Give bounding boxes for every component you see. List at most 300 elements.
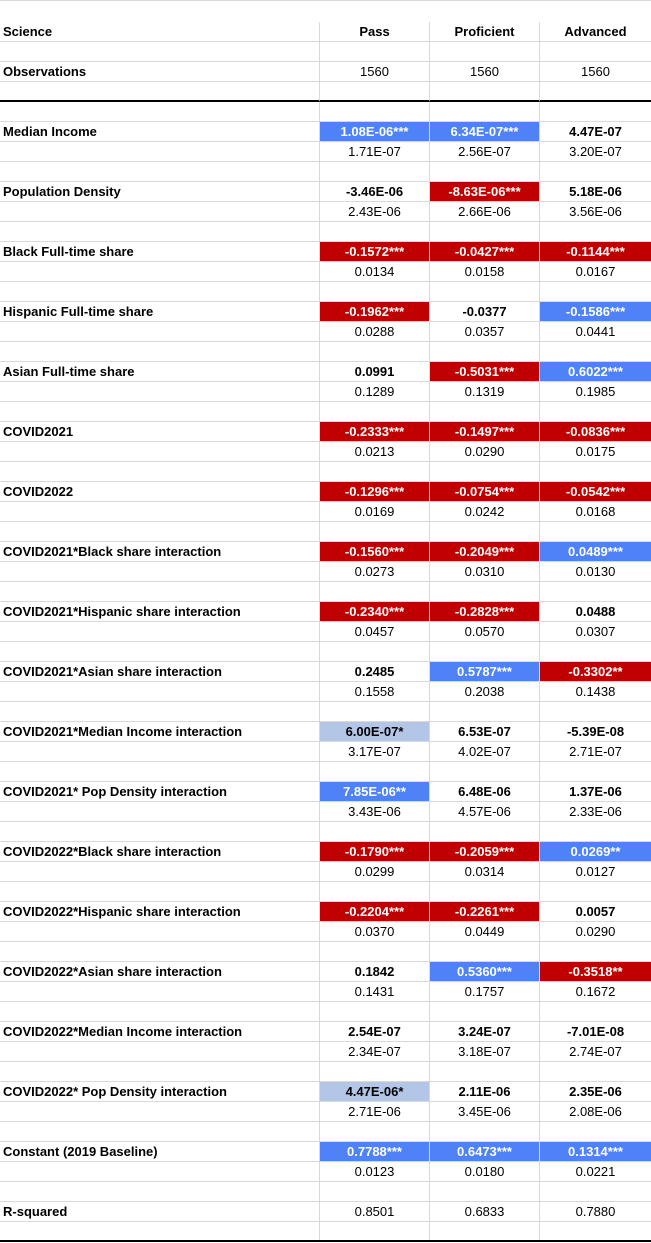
coef-pass[interactable]: 2.54E-07 bbox=[320, 1022, 430, 1042]
empty-cell[interactable] bbox=[0, 942, 320, 962]
se-advanced[interactable]: 0.0307 bbox=[540, 622, 651, 642]
variable-label[interactable]: COVID2022*Black share interaction bbox=[0, 842, 320, 862]
coef-advanced[interactable]: -0.1586*** bbox=[540, 302, 651, 322]
empty-cell[interactable] bbox=[320, 942, 430, 962]
spacer-row bbox=[0, 1222, 651, 1242]
empty-cell[interactable] bbox=[0, 322, 320, 342]
se-advanced[interactable]: 0.1672 bbox=[540, 982, 651, 1002]
empty-cell[interactable] bbox=[0, 802, 320, 822]
empty-cell[interactable] bbox=[0, 342, 320, 362]
coef-pass[interactable]: -0.1962*** bbox=[320, 302, 430, 322]
empty-cell[interactable] bbox=[430, 222, 540, 242]
spacer-row bbox=[0, 1122, 651, 1142]
empty-cell[interactable] bbox=[540, 1122, 651, 1142]
se-proficient[interactable]: 0.0242 bbox=[430, 502, 540, 522]
se-proficient[interactable]: 3.18E-07 bbox=[430, 1042, 540, 1062]
empty-cell[interactable] bbox=[0, 1222, 320, 1242]
empty-cell[interactable] bbox=[320, 342, 430, 362]
empty-cell[interactable] bbox=[0, 702, 320, 722]
spacer-row bbox=[0, 162, 651, 182]
variable-label[interactable]: COVID2021*Hispanic share interaction bbox=[0, 602, 320, 622]
spacer-row bbox=[0, 1062, 651, 1082]
empty-cell[interactable] bbox=[540, 42, 651, 62]
empty-cell[interactable] bbox=[0, 82, 320, 102]
se-row bbox=[0, 802, 651, 822]
empty-cell[interactable] bbox=[0, 1002, 320, 1022]
coef-pass[interactable]: -0.2333*** bbox=[320, 422, 430, 442]
se-proficient[interactable]: 2.66E-06 bbox=[430, 202, 540, 222]
empty-cell[interactable] bbox=[0, 1122, 320, 1142]
coef-advanced[interactable]: -0.3518** bbox=[540, 962, 651, 982]
coef-proficient[interactable]: -0.5031*** bbox=[430, 362, 540, 382]
se-advanced[interactable]: 0.0221 bbox=[540, 1162, 651, 1182]
spacer-row bbox=[0, 762, 651, 782]
coef-advanced[interactable]: 0.0057 bbox=[540, 902, 651, 922]
empty-cell[interactable] bbox=[0, 982, 320, 1002]
empty-cell[interactable] bbox=[0, 1042, 320, 1062]
empty-cell[interactable] bbox=[0, 102, 320, 122]
se-row bbox=[0, 862, 651, 882]
empty-cell[interactable] bbox=[430, 282, 540, 302]
se-advanced[interactable]: 2.33E-06 bbox=[540, 802, 651, 822]
empty-cell[interactable] bbox=[320, 762, 430, 782]
empty-cell[interactable] bbox=[320, 522, 430, 542]
empty-cell[interactable] bbox=[430, 1062, 540, 1082]
empty-cell[interactable] bbox=[320, 82, 430, 102]
variable-label[interactable]: COVID2021*Black share interaction bbox=[0, 542, 320, 562]
empty-cell[interactable] bbox=[540, 402, 651, 422]
empty-cell[interactable] bbox=[430, 462, 540, 482]
se-row bbox=[0, 742, 651, 762]
se-advanced[interactable]: 0.1985 bbox=[540, 382, 651, 402]
variable-label[interactable]: Asian Full-time share bbox=[0, 362, 320, 382]
coef-advanced[interactable]: 0.1314*** bbox=[540, 1142, 651, 1162]
empty-cell[interactable] bbox=[320, 882, 430, 902]
coef-pass[interactable]: -0.2340*** bbox=[320, 602, 430, 622]
observations-pass[interactable]: 1560 bbox=[320, 62, 430, 82]
se-row bbox=[0, 202, 651, 222]
coef-proficient[interactable]: -0.2059*** bbox=[430, 842, 540, 862]
coef-advanced[interactable]: -0.0836*** bbox=[540, 422, 651, 442]
empty-cell[interactable] bbox=[320, 282, 430, 302]
se-proficient[interactable]: 0.1757 bbox=[430, 982, 540, 1002]
bottom-border bbox=[0, 1240, 651, 1242]
empty-cell[interactable] bbox=[0, 522, 320, 542]
coef-row bbox=[0, 782, 651, 802]
empty-cell[interactable] bbox=[0, 582, 320, 602]
coef-pass[interactable]: 0.0991 bbox=[320, 362, 430, 382]
empty-cell[interactable] bbox=[430, 1122, 540, 1142]
col-header-advanced[interactable]: Advanced bbox=[540, 22, 651, 42]
se-advanced[interactable]: 0.0175 bbox=[540, 442, 651, 462]
coef-proficient[interactable]: -0.0754*** bbox=[430, 482, 540, 502]
coef-row bbox=[0, 902, 651, 922]
empty-cell[interactable] bbox=[0, 882, 320, 902]
coef-proficient[interactable]: -0.0427*** bbox=[430, 242, 540, 262]
se-row bbox=[0, 922, 651, 942]
empty-cell[interactable] bbox=[540, 282, 651, 302]
spacer-row bbox=[0, 942, 651, 962]
se-proficient[interactable]: 3.45E-06 bbox=[430, 1102, 540, 1122]
spacer-row bbox=[0, 1182, 651, 1202]
empty-cell[interactable] bbox=[0, 462, 320, 482]
empty-cell[interactable] bbox=[320, 462, 430, 482]
empty-cell[interactable] bbox=[0, 42, 320, 62]
se-advanced[interactable]: 3.56E-06 bbox=[540, 202, 651, 222]
empty-cell[interactable] bbox=[430, 942, 540, 962]
coef-advanced[interactable]: -0.0542*** bbox=[540, 482, 651, 502]
se-row bbox=[0, 442, 651, 462]
empty-cell[interactable] bbox=[430, 702, 540, 722]
empty-cell[interactable] bbox=[540, 882, 651, 902]
spacer-row bbox=[0, 462, 651, 482]
empty-cell[interactable] bbox=[430, 162, 540, 182]
se-advanced[interactable]: 0.0127 bbox=[540, 862, 651, 882]
empty-cell[interactable] bbox=[540, 82, 651, 102]
empty-cell[interactable] bbox=[0, 162, 320, 182]
coef-advanced[interactable]: -0.3302** bbox=[540, 662, 651, 682]
se-advanced[interactable]: 0.0167 bbox=[540, 262, 651, 282]
se-row bbox=[0, 262, 651, 282]
se-advanced[interactable]: 0.0168 bbox=[540, 502, 651, 522]
se-pass[interactable]: 0.0134 bbox=[320, 262, 430, 282]
se-advanced[interactable]: 0.1438 bbox=[540, 682, 651, 702]
coef-row bbox=[0, 122, 651, 142]
se-pass[interactable]: 0.0457 bbox=[320, 622, 430, 642]
variable-label[interactable]: Hispanic Full-time share bbox=[0, 302, 320, 322]
empty-cell[interactable] bbox=[430, 522, 540, 542]
empty-cell[interactable] bbox=[0, 862, 320, 882]
coef-advanced[interactable]: -7.01E-08 bbox=[540, 1022, 651, 1042]
coef-proficient[interactable]: -0.2261*** bbox=[430, 902, 540, 922]
rsquared-proficient[interactable]: 0.6833 bbox=[430, 1202, 540, 1222]
empty-cell[interactable] bbox=[320, 1182, 430, 1202]
coef-pass[interactable]: 7.85E-06** bbox=[320, 782, 430, 802]
coef-proficient[interactable]: 0.6473*** bbox=[430, 1142, 540, 1162]
variable-label[interactable]: COVID2021*Median Income interaction bbox=[0, 722, 320, 742]
empty-cell[interactable] bbox=[430, 342, 540, 362]
variable-label[interactable]: COVID2021 bbox=[0, 422, 320, 442]
se-pass[interactable]: 1.71E-07 bbox=[320, 142, 430, 162]
empty-cell[interactable] bbox=[0, 402, 320, 422]
spacer-row bbox=[0, 102, 651, 122]
coef-proficient[interactable]: -0.0377 bbox=[430, 302, 540, 322]
rsquared-advanced[interactable]: 0.7880 bbox=[540, 1202, 651, 1222]
empty-cell[interactable] bbox=[540, 942, 651, 962]
empty-cell[interactable] bbox=[320, 1122, 430, 1142]
empty-cell[interactable] bbox=[430, 1002, 540, 1022]
coef-advanced[interactable]: 0.6022*** bbox=[540, 362, 651, 382]
coef-pass[interactable]: -0.1790*** bbox=[320, 842, 430, 862]
empty-cell[interactable] bbox=[430, 1222, 540, 1242]
se-row bbox=[0, 382, 651, 402]
empty-cell[interactable] bbox=[320, 402, 430, 422]
empty-cell[interactable] bbox=[540, 462, 651, 482]
coef-advanced[interactable]: 4.47E-07 bbox=[540, 122, 651, 142]
coef-row bbox=[0, 602, 651, 622]
se-pass[interactable]: 0.0169 bbox=[320, 502, 430, 522]
variable-label[interactable]: Black Full-time share bbox=[0, 242, 320, 262]
spacer-row bbox=[0, 42, 651, 62]
se-proficient[interactable]: 0.2038 bbox=[430, 682, 540, 702]
empty-cell[interactable] bbox=[430, 882, 540, 902]
coef-proficient[interactable]: 6.53E-07 bbox=[430, 722, 540, 742]
empty-cell[interactable] bbox=[540, 522, 651, 542]
coef-proficient[interactable]: 6.48E-06 bbox=[430, 782, 540, 802]
empty-cell[interactable] bbox=[540, 102, 651, 122]
empty-cell[interactable] bbox=[540, 1002, 651, 1022]
empty-cell[interactable] bbox=[0, 1182, 320, 1202]
empty-cell[interactable] bbox=[540, 762, 651, 782]
coef-advanced[interactable]: 2.35E-06 bbox=[540, 1082, 651, 1102]
coef-advanced[interactable]: 5.18E-06 bbox=[540, 182, 651, 202]
empty-cell[interactable] bbox=[320, 222, 430, 242]
spacer-row bbox=[0, 282, 651, 302]
se-pass[interactable]: 0.0213 bbox=[320, 442, 430, 462]
se-pass[interactable]: 0.0288 bbox=[320, 322, 430, 342]
se-pass[interactable]: 3.43E-06 bbox=[320, 802, 430, 822]
se-proficient[interactable]: 0.0310 bbox=[430, 562, 540, 582]
empty-cell[interactable] bbox=[430, 82, 540, 102]
se-proficient[interactable]: 0.0357 bbox=[430, 322, 540, 342]
spacer-row bbox=[0, 402, 651, 422]
se-pass[interactable]: 0.0123 bbox=[320, 1162, 430, 1182]
empty-cell[interactable] bbox=[320, 42, 430, 62]
se-pass[interactable]: 0.0370 bbox=[320, 922, 430, 942]
se-pass[interactable]: 0.0299 bbox=[320, 862, 430, 882]
coef-row bbox=[0, 1082, 651, 1102]
se-row bbox=[0, 622, 651, 642]
observations-label[interactable]: Observations bbox=[0, 62, 320, 82]
empty-cell[interactable] bbox=[0, 502, 320, 522]
se-row bbox=[0, 1162, 651, 1182]
variable-label[interactable]: COVID2022*Median Income interaction bbox=[0, 1022, 320, 1042]
empty-cell[interactable] bbox=[540, 642, 651, 662]
rsquared-pass[interactable]: 0.8501 bbox=[320, 1202, 430, 1222]
empty-cell[interactable] bbox=[0, 202, 320, 222]
empty-cell[interactable] bbox=[320, 162, 430, 182]
spacer-row bbox=[0, 222, 651, 242]
spacer-row bbox=[0, 642, 651, 662]
empty-cell[interactable] bbox=[540, 582, 651, 602]
top-border bbox=[0, 0, 651, 1]
empty-cell[interactable] bbox=[0, 1162, 320, 1182]
coef-proficient[interactable]: -0.1497*** bbox=[430, 422, 540, 442]
spacer-row bbox=[0, 882, 651, 902]
spacer-row bbox=[0, 82, 651, 102]
se-row bbox=[0, 682, 651, 702]
coef-pass[interactable]: -0.1560*** bbox=[320, 542, 430, 562]
se-row bbox=[0, 1042, 651, 1062]
coef-proficient[interactable]: 0.5360*** bbox=[430, 962, 540, 982]
se-pass[interactable]: 0.1431 bbox=[320, 982, 430, 1002]
coef-row bbox=[0, 962, 651, 982]
coef-row bbox=[0, 362, 651, 382]
se-advanced[interactable]: 2.74E-07 bbox=[540, 1042, 651, 1062]
se-pass[interactable]: 2.34E-07 bbox=[320, 1042, 430, 1062]
variable-label[interactable]: COVID2021*Asian share interaction bbox=[0, 662, 320, 682]
se-pass[interactable]: 2.71E-06 bbox=[320, 1102, 430, 1122]
empty-cell[interactable] bbox=[0, 562, 320, 582]
empty-cell[interactable] bbox=[0, 822, 320, 842]
empty-cell[interactable] bbox=[0, 762, 320, 782]
coef-pass[interactable]: 0.1842 bbox=[320, 962, 430, 982]
se-advanced[interactable]: 0.0130 bbox=[540, 562, 651, 582]
empty-cell[interactable] bbox=[320, 1062, 430, 1082]
se-row bbox=[0, 502, 651, 522]
spacer-row bbox=[0, 522, 651, 542]
se-pass[interactable]: 0.1558 bbox=[320, 682, 430, 702]
empty-cell[interactable] bbox=[0, 682, 320, 702]
empty-cell[interactable] bbox=[430, 1182, 540, 1202]
empty-cell[interactable] bbox=[430, 102, 540, 122]
coef-advanced[interactable]: -5.39E-08 bbox=[540, 722, 651, 742]
coef-row bbox=[0, 1142, 651, 1162]
coef-advanced[interactable]: 0.0488 bbox=[540, 602, 651, 622]
variable-label[interactable]: COVID2022*Asian share interaction bbox=[0, 962, 320, 982]
observations-advanced[interactable]: 1560 bbox=[540, 62, 651, 82]
variable-label[interactable]: Median Income bbox=[0, 122, 320, 142]
variable-rows bbox=[0, 122, 651, 1202]
se-proficient[interactable]: 0.1319 bbox=[430, 382, 540, 402]
se-proficient[interactable]: 0.0290 bbox=[430, 442, 540, 462]
se-advanced[interactable]: 2.71E-07 bbox=[540, 742, 651, 762]
coef-advanced[interactable]: 1.37E-06 bbox=[540, 782, 651, 802]
se-proficient[interactable]: 0.0180 bbox=[430, 1162, 540, 1182]
coef-advanced[interactable]: -0.1144*** bbox=[540, 242, 651, 262]
spacer-row bbox=[0, 702, 651, 722]
coef-row bbox=[0, 1022, 651, 1042]
coef-row bbox=[0, 662, 651, 682]
empty-cell[interactable] bbox=[320, 642, 430, 662]
empty-cell[interactable] bbox=[0, 382, 320, 402]
coef-pass[interactable]: -0.1572*** bbox=[320, 242, 430, 262]
se-advanced[interactable]: 2.08E-06 bbox=[540, 1102, 651, 1122]
empty-cell[interactable] bbox=[540, 702, 651, 722]
variable-label[interactable]: Population Density bbox=[0, 182, 320, 202]
empty-cell[interactable] bbox=[0, 142, 320, 162]
empty-cell[interactable] bbox=[540, 822, 651, 842]
empty-cell[interactable] bbox=[430, 42, 540, 62]
empty-cell[interactable] bbox=[320, 1002, 430, 1022]
empty-cell[interactable] bbox=[0, 1102, 320, 1122]
empty-cell[interactable] bbox=[430, 642, 540, 662]
spacer-row bbox=[0, 1002, 651, 1022]
empty-cell[interactable] bbox=[540, 1182, 651, 1202]
col-header-pass[interactable]: Pass bbox=[320, 22, 430, 42]
empty-cell[interactable] bbox=[0, 622, 320, 642]
empty-cell[interactable] bbox=[430, 822, 540, 842]
empty-cell[interactable] bbox=[430, 582, 540, 602]
se-proficient[interactable]: 0.0158 bbox=[430, 262, 540, 282]
spacer-row bbox=[0, 822, 651, 842]
coef-pass[interactable]: 6.00E-07* bbox=[320, 722, 430, 742]
coef-proficient[interactable]: -0.2049*** bbox=[430, 542, 540, 562]
se-pass[interactable]: 2.43E-06 bbox=[320, 202, 430, 222]
coef-proficient[interactable]: -0.2828*** bbox=[430, 602, 540, 622]
rsquared-label[interactable]: R-squared bbox=[0, 1202, 320, 1222]
coef-row bbox=[0, 422, 651, 442]
coef-proficient[interactable]: 2.11E-06 bbox=[430, 1082, 540, 1102]
empty-cell[interactable] bbox=[540, 342, 651, 362]
empty-cell[interactable] bbox=[540, 1222, 651, 1242]
empty-cell[interactable] bbox=[320, 582, 430, 602]
coef-advanced[interactable]: 0.0269** bbox=[540, 842, 651, 862]
rsquared-row bbox=[0, 1202, 651, 1222]
se-pass[interactable]: 3.17E-07 bbox=[320, 742, 430, 762]
empty-cell[interactable] bbox=[0, 442, 320, 462]
coef-pass[interactable]: -3.46E-06 bbox=[320, 182, 430, 202]
coef-proficient[interactable]: 3.24E-07 bbox=[430, 1022, 540, 1042]
empty-cell[interactable] bbox=[320, 1222, 430, 1242]
coef-row bbox=[0, 542, 651, 562]
se-advanced[interactable]: 0.0441 bbox=[540, 322, 651, 342]
coef-proficient[interactable]: 6.34E-07*** bbox=[430, 122, 540, 142]
coef-row bbox=[0, 722, 651, 742]
empty-cell[interactable] bbox=[430, 762, 540, 782]
empty-cell[interactable] bbox=[320, 102, 430, 122]
coef-proficient[interactable]: -8.63E-06*** bbox=[430, 182, 540, 202]
col-header-proficient[interactable]: Proficient bbox=[430, 22, 540, 42]
se-proficient[interactable]: 0.0570 bbox=[430, 622, 540, 642]
se-advanced[interactable]: 0.0290 bbox=[540, 922, 651, 942]
coef-proficient[interactable]: 0.5787*** bbox=[430, 662, 540, 682]
empty-cell[interactable] bbox=[540, 162, 651, 182]
subject-label[interactable]: Science bbox=[0, 22, 320, 42]
se-proficient[interactable]: 2.56E-07 bbox=[430, 142, 540, 162]
empty-cell[interactable] bbox=[320, 702, 430, 722]
empty-cell[interactable] bbox=[0, 222, 320, 242]
coef-row bbox=[0, 302, 651, 322]
variable-label[interactable]: COVID2022 bbox=[0, 482, 320, 502]
variable-label[interactable]: Constant (2019 Baseline) bbox=[0, 1142, 320, 1162]
observations-proficient[interactable]: 1560 bbox=[430, 62, 540, 82]
se-proficient[interactable]: 4.02E-07 bbox=[430, 742, 540, 762]
se-row bbox=[0, 142, 651, 162]
coef-pass[interactable]: -0.1296*** bbox=[320, 482, 430, 502]
variable-label[interactable]: COVID2022*Hispanic share interaction bbox=[0, 902, 320, 922]
empty-cell[interactable] bbox=[0, 262, 320, 282]
empty-cell[interactable] bbox=[540, 1062, 651, 1082]
se-pass[interactable]: 0.0273 bbox=[320, 562, 430, 582]
coef-row bbox=[0, 482, 651, 502]
coef-pass[interactable]: 4.47E-06* bbox=[320, 1082, 430, 1102]
coef-pass[interactable]: -0.2204*** bbox=[320, 902, 430, 922]
coef-advanced[interactable]: 0.0489*** bbox=[540, 542, 651, 562]
empty-cell[interactable] bbox=[0, 642, 320, 662]
se-advanced[interactable]: 3.20E-07 bbox=[540, 142, 651, 162]
empty-cell[interactable] bbox=[430, 402, 540, 422]
se-proficient[interactable]: 4.57E-06 bbox=[430, 802, 540, 822]
coef-pass[interactable]: 0.7788*** bbox=[320, 1142, 430, 1162]
se-proficient[interactable]: 0.0449 bbox=[430, 922, 540, 942]
coef-row bbox=[0, 242, 651, 262]
spacer-row bbox=[0, 342, 651, 362]
empty-cell[interactable] bbox=[0, 1062, 320, 1082]
empty-cell[interactable] bbox=[0, 282, 320, 302]
coef-pass[interactable]: 1.08E-06*** bbox=[320, 122, 430, 142]
coef-pass[interactable]: 0.2485 bbox=[320, 662, 430, 682]
empty-cell[interactable] bbox=[0, 922, 320, 942]
variable-label[interactable]: COVID2021* Pop Density interaction bbox=[0, 782, 320, 802]
variable-label[interactable]: COVID2022* Pop Density interaction bbox=[0, 1082, 320, 1102]
se-proficient[interactable]: 0.0314 bbox=[430, 862, 540, 882]
empty-cell[interactable] bbox=[0, 742, 320, 762]
coef-row bbox=[0, 182, 651, 202]
empty-cell[interactable] bbox=[540, 222, 651, 242]
se-pass[interactable]: 0.1289 bbox=[320, 382, 430, 402]
empty-cell[interactable] bbox=[320, 822, 430, 842]
